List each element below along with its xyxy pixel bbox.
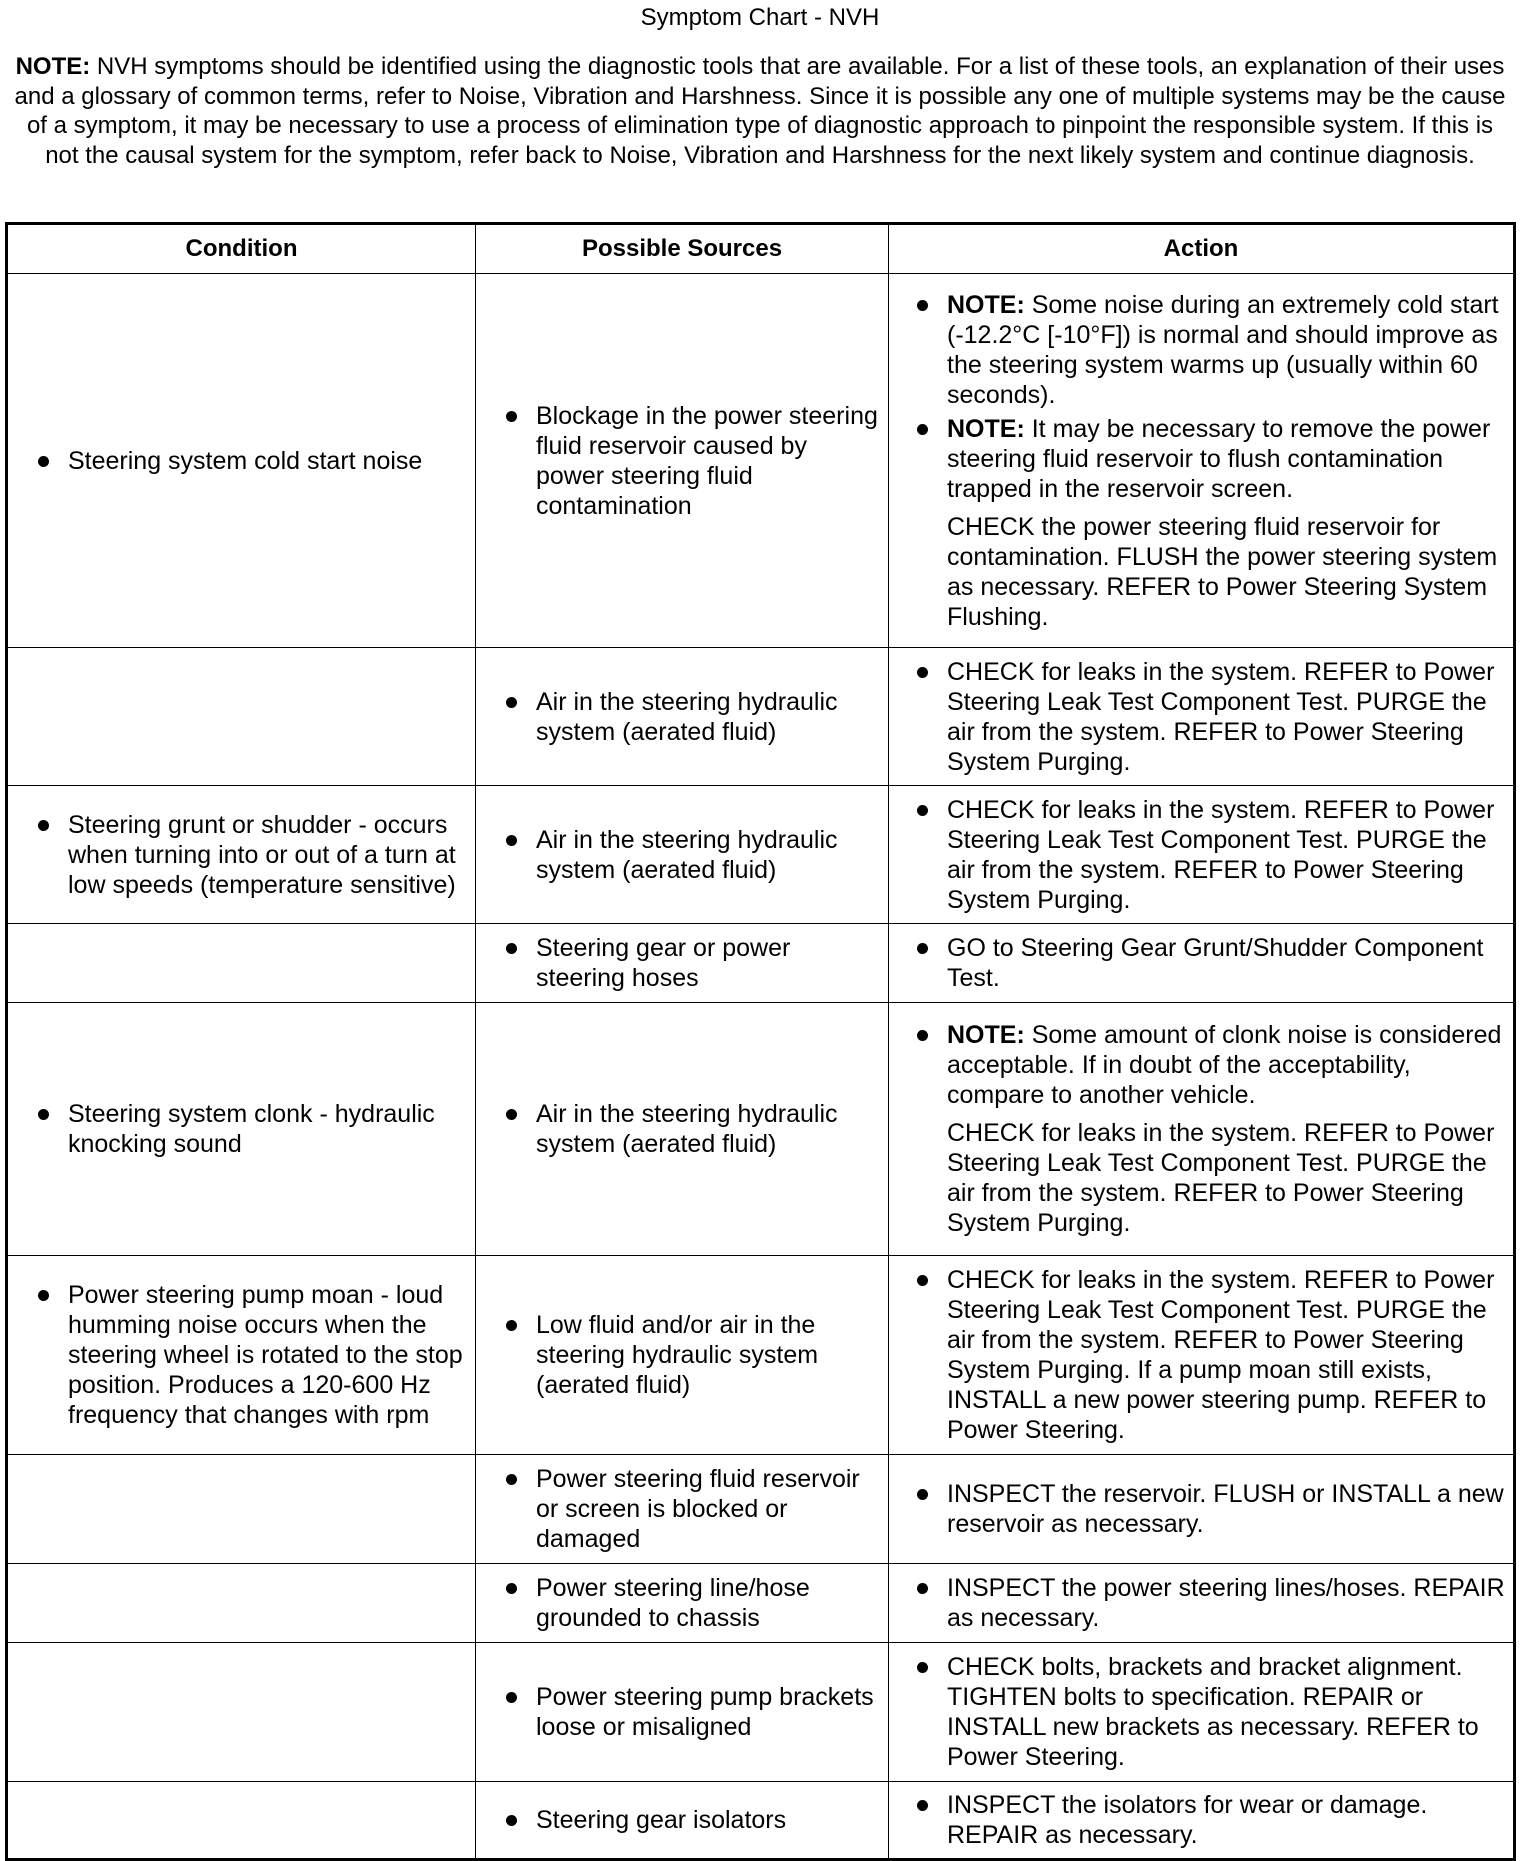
source-cell bbox=[476, 1643, 889, 1782]
intro-note bbox=[8, 52, 1512, 170]
action-item bbox=[917, 414, 1505, 504]
table-header-row bbox=[7, 224, 1515, 274]
header-action: Action bbox=[889, 224, 1515, 274]
source-cell bbox=[476, 274, 889, 648]
action-followup-text: CHECK the power steering fluid reservoir for contamination. FLUSH the power steering system as necessary. REFER to Power Steering System Flushing. bbox=[947, 512, 1498, 631]
action-text: It may be necessary to remove the power steering fluid reservoir to flush contamination trapped in the reservoir screen. bbox=[947, 414, 1491, 503]
action-cell bbox=[889, 1256, 1515, 1455]
symptom-chart-table bbox=[5, 222, 1516, 1861]
table-row bbox=[7, 1003, 1515, 1256]
source-cell bbox=[476, 1455, 889, 1564]
header-possible-sources: Possible Sources bbox=[476, 224, 889, 274]
action-note-label: NOTE: bbox=[947, 290, 1025, 319]
action-item: INSPECT the isolators for wear or damage. REPAIR as necessary. bbox=[917, 1790, 1505, 1850]
table-row bbox=[7, 1643, 1515, 1782]
action-item: CHECK for leaks in the system. REFER to Power Steering Leak Test Component Test. PURGE the air from the system. REFER to Power Steering System Purging. bbox=[917, 795, 1505, 915]
action-item: CHECK for leaks in the system. REFER to Power Steering Leak Test Component Test. PURGE the air from the system. REFER to Power Steering System Purging. bbox=[917, 657, 1505, 777]
condition-cell-empty bbox=[7, 1782, 476, 1860]
source-text: Low fluid and/or air in the steering hydraulic system (aerated fluid) bbox=[506, 1310, 880, 1400]
action-cell bbox=[889, 274, 1515, 648]
condition-cell-empty bbox=[7, 1455, 476, 1564]
action-cell bbox=[889, 1455, 1515, 1564]
source-text: Power steering pump brackets loose or misaligned bbox=[506, 1682, 880, 1742]
source-text: Steering gear or power steering hoses bbox=[506, 933, 880, 993]
condition-cell bbox=[7, 274, 476, 648]
action-cell bbox=[889, 648, 1515, 786]
source-cell bbox=[476, 1782, 889, 1860]
source-text: Air in the steering hydraulic system (aerated fluid) bbox=[506, 825, 880, 885]
source-cell bbox=[476, 786, 889, 924]
action-note-label: NOTE: bbox=[947, 1021, 1025, 1049]
note-label: NOTE: bbox=[15, 53, 91, 80]
action-text: Some amount of clonk noise is considered acceptable. If in doubt of the acceptability, compare to another vehicle. bbox=[947, 1021, 1502, 1109]
condition-cell-empty bbox=[7, 924, 476, 1003]
source-text: Steering gear isolators bbox=[506, 1805, 880, 1835]
table-row bbox=[7, 648, 1515, 786]
condition-text: Steering grunt or shudder - occurs when turning into or out of a turn at low speeds (temperature sensitive) bbox=[38, 810, 467, 900]
action-cell bbox=[889, 1564, 1515, 1643]
action-note-label: NOTE: bbox=[947, 414, 1025, 443]
note-text: NVH symptoms should be identified using the diagnostic tools that are available. For a list of these tools, an explanation of their uses and a glossary of common terms, refer to Noise, Vibration and Harshness. Since it is possible any one of multiple systems may be the cause of a symptom, it may be necessary to use a process of elimination type of diagnostic approach to pinpoint the responsible system. If this is not the causal system for the symptom, refer back to Noise, Vibration and Harshness for the next likely system and continue diagnosis. bbox=[14, 53, 1506, 169]
table-row bbox=[7, 1455, 1515, 1564]
action-cell bbox=[889, 1003, 1515, 1256]
action-item: GO to Steering Gear Grunt/Shudder Component Test. bbox=[917, 933, 1505, 993]
source-cell bbox=[476, 1003, 889, 1256]
table-row bbox=[7, 1564, 1515, 1643]
condition-text: Steering system cold start noise bbox=[38, 446, 467, 476]
table-row bbox=[7, 1782, 1515, 1860]
condition-cell bbox=[7, 1256, 476, 1455]
action-cell bbox=[889, 924, 1515, 1003]
action-text: Some noise during an extremely cold start (-12.2°C [-10°F]) is normal and should improve as the steering system warms up (usually within 60 seconds). bbox=[947, 290, 1499, 409]
action-item: INSPECT the power steering lines/hoses. REPAIR as necessary. bbox=[917, 1573, 1505, 1633]
condition-cell bbox=[7, 1003, 476, 1256]
source-text: Power steering fluid reservoir or screen is blocked or damaged bbox=[506, 1464, 880, 1554]
source-text: Air in the steering hydraulic system (aerated fluid) bbox=[506, 687, 880, 747]
condition-cell-empty bbox=[7, 1643, 476, 1782]
source-cell bbox=[476, 1256, 889, 1455]
condition-text: Power steering pump moan - loud humming noise occurs when the steering wheel is rotated to the stop position. Produces a 120-600 Hz frequency that changes with rpm bbox=[38, 1280, 467, 1430]
action-item: CHECK for leaks in the system. REFER to Power Steering Leak Test Component Test. PURGE the air from the system. REFER to Power Steering System Purging. If a pump moan still exists, INSTALL a new power steering pump. REFER to Power Steering. bbox=[917, 1265, 1505, 1445]
source-text: Blockage in the power steering fluid reservoir caused by power steering fluid contamination bbox=[506, 401, 880, 521]
condition-text: Steering system clonk - hydraulic knocking sound bbox=[38, 1099, 467, 1159]
action-item bbox=[917, 290, 1505, 410]
condition-cell-empty bbox=[7, 648, 476, 786]
action-item bbox=[917, 1020, 1505, 1110]
action-followup-text: CHECK for leaks in the system. REFER to Power Steering Leak Test Component Test. PURGE the air from the system. REFER to Power Steering System Purging. bbox=[947, 1119, 1495, 1237]
table-row bbox=[7, 786, 1515, 924]
table-row bbox=[7, 274, 1515, 648]
source-text: Power steering line/hose grounded to chassis bbox=[506, 1573, 880, 1633]
source-cell bbox=[476, 648, 889, 786]
source-cell bbox=[476, 1564, 889, 1643]
table-row bbox=[7, 1256, 1515, 1455]
condition-cell bbox=[7, 786, 476, 924]
table-row bbox=[7, 924, 1515, 1003]
action-cell bbox=[889, 1782, 1515, 1860]
action-item: INSPECT the reservoir. FLUSH or INSTALL a new reservoir as necessary. bbox=[917, 1479, 1505, 1539]
condition-cell-empty bbox=[7, 1564, 476, 1643]
action-cell bbox=[889, 786, 1515, 924]
action-cell bbox=[889, 1643, 1515, 1782]
source-text: Air in the steering hydraulic system (aerated fluid) bbox=[506, 1099, 880, 1159]
header-condition: Condition bbox=[7, 224, 476, 274]
page-title: Symptom Chart - NVH bbox=[640, 4, 880, 31]
action-item: CHECK bolts, brackets and bracket alignment. TIGHTEN bolts to specification. REPAIR or INSTALL new brackets as necessary. REFER to Power Steering. bbox=[917, 1652, 1505, 1772]
source-cell bbox=[476, 924, 889, 1003]
